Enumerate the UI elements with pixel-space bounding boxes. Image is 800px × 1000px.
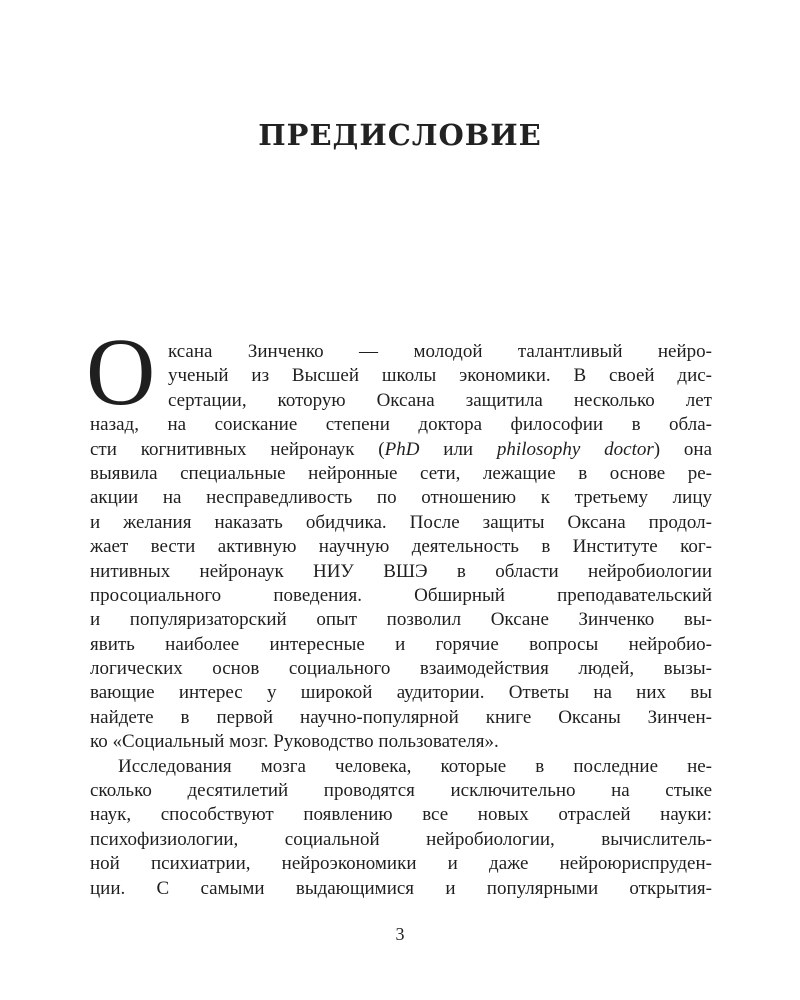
text-line: сертации, которую Оксана защитила несколько лет [168, 389, 712, 411]
italic-term-phd: PhD [384, 438, 420, 460]
italic-term-philosophy-doctor: philosophy doctor [496, 438, 654, 460]
text-segment: ) она [653, 438, 713, 460]
text-line: ко «Социальный мозг. Руководство пользователя». [90, 731, 499, 753]
text-line: ции. С самыми выдающимися и популярными открытия- [90, 877, 712, 899]
text-line: вающие интерес у широкой аудитории. Ответы на них вы [90, 682, 712, 704]
text-line: просоциального поведения. Обширный преподавательский [90, 584, 712, 606]
text-line: и популяризаторский опыт позволил Оксане Зинченко вы- [90, 609, 712, 631]
text-line-with-italics [90, 438, 712, 462]
text-line: ной психиатрии, нейроэкономики и даже нейроюриспруден- [90, 853, 712, 875]
text-line: наук, способствуют появлению все новых отраслей науки: [90, 804, 712, 826]
text-line: явить наиболее интересные и горячие вопросы нейробио- [90, 633, 712, 655]
chapter-title: ПРЕДИСЛОВИЕ [258, 118, 542, 152]
text-line: нитивных нейронаук НИУ ВШЭ в области нейробиологии [90, 560, 712, 582]
text-line: сколько десятилетий проводятся исключительно на стыке [90, 780, 712, 802]
drop-cap-letter: О [86, 318, 156, 425]
text-line: жает вести активную научную деятельность в Институте ког- [90, 536, 712, 558]
text-line: ксана Зинченко — молодой талантливый нейро- [168, 341, 712, 362]
text-line: назад, на соискание степени доктора философии в обла- [90, 414, 712, 436]
text-segment: или [419, 438, 497, 460]
text-line: выявила специальные нейронные сети, лежащие в основе ре- [90, 462, 712, 484]
text-line: ученый из Высшей школы экономики. В своей дис- [168, 365, 712, 387]
text-line: и желания наказать обидчика. После защиты Оксана продол- [90, 511, 712, 533]
text-line: найдете в первой научно-популярной книге Оксаны Зинчен- [90, 706, 712, 728]
text-line: Исследования мозга человека, которые в последние не- [118, 755, 712, 777]
text-line: акции на несправедливость по отношению к третьему лицу [90, 487, 712, 509]
body-text [90, 340, 712, 901]
text-line: логических основ социального взаимодействия людей, вызы- [90, 658, 712, 680]
text-line: психофизиологии, социальной нейробиологии, вычислитель- [90, 828, 712, 850]
page-number: 3 [395, 924, 405, 944]
text-segment: сти когнитивных нейронаук ( [90, 438, 385, 460]
